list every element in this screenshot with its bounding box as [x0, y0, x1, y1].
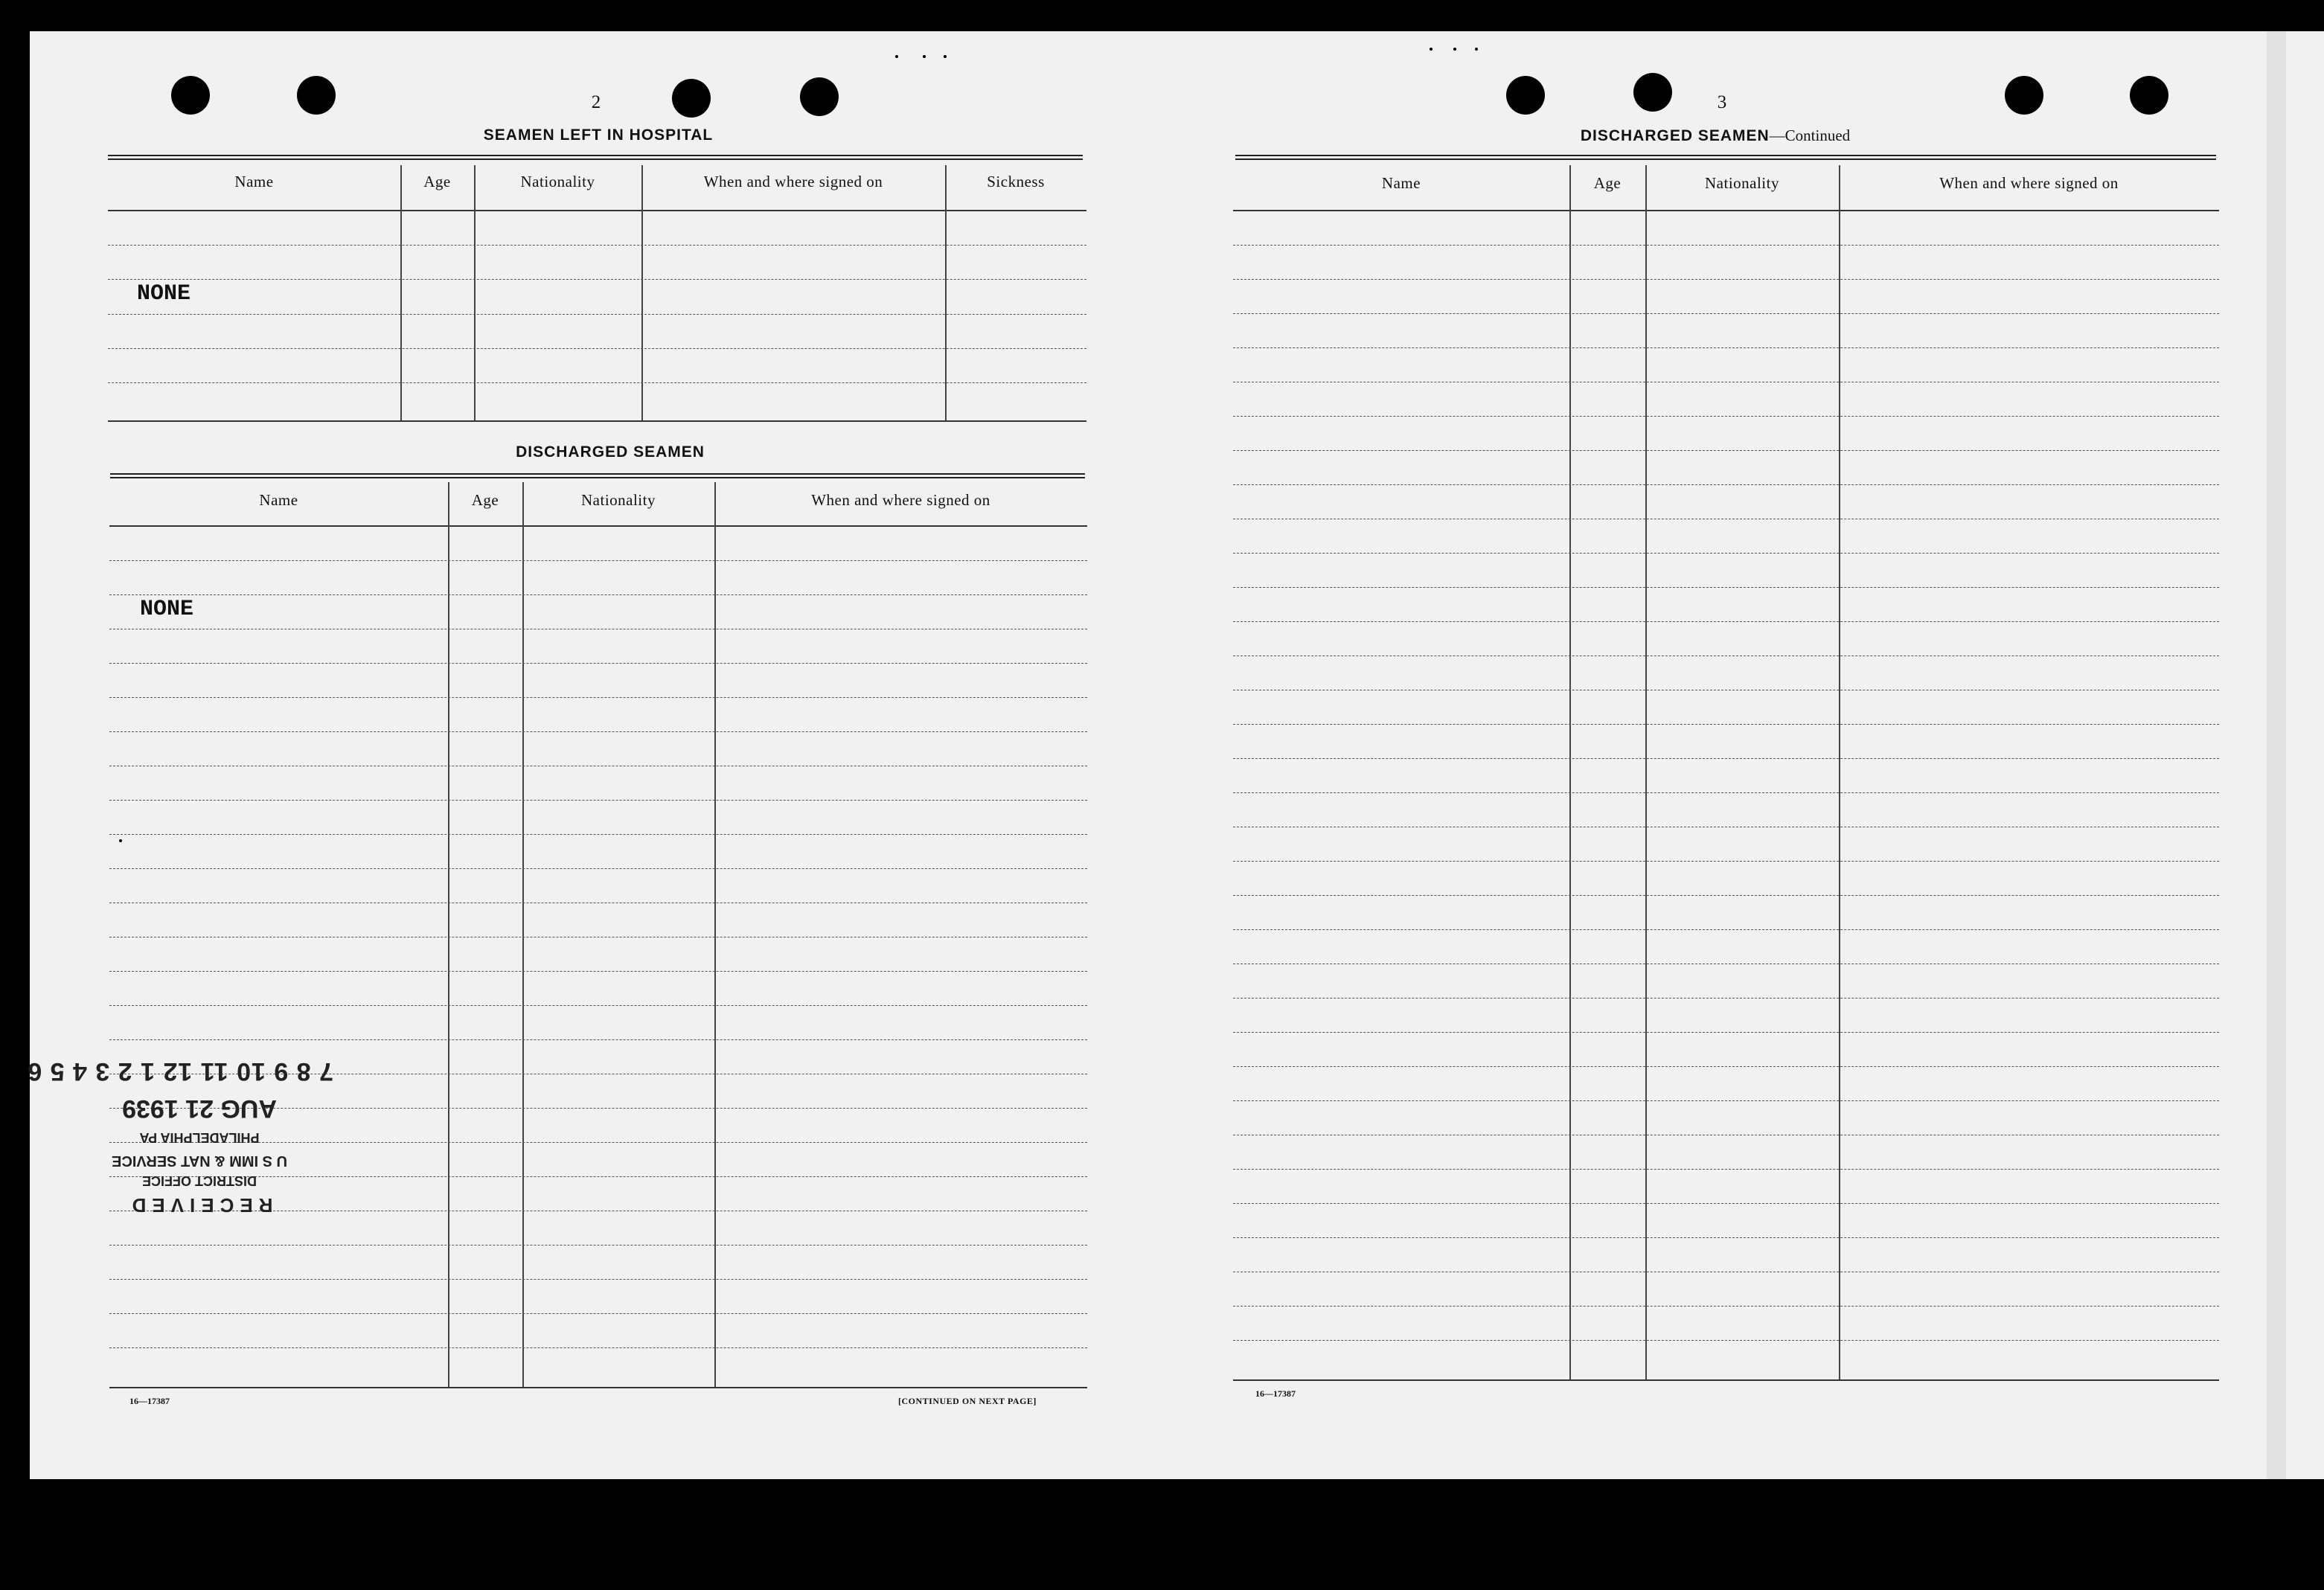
section-title-discharged-continued [1418, 126, 2013, 145]
row-line [109, 868, 1087, 869]
row-line [1233, 1306, 2219, 1307]
punch-hole [171, 76, 210, 115]
column-divider [522, 482, 524, 1387]
row-line [1233, 1066, 2219, 1067]
table-bottom-rule [108, 420, 1086, 422]
stamp-line: RECEIVED [126, 1194, 273, 1216]
sheet-edge [2267, 31, 2286, 1479]
row-line [1233, 655, 2219, 656]
row-line [1233, 450, 2219, 451]
row-line [109, 697, 1087, 698]
row-line [108, 382, 1086, 383]
row-line [109, 731, 1087, 732]
speck [1475, 48, 1478, 51]
row-line [1233, 929, 2219, 930]
title-rule [108, 155, 1083, 160]
punch-hole [800, 77, 839, 116]
row-line [1233, 621, 2219, 622]
form-code: 16—17387 [129, 1396, 170, 1406]
row-line [1233, 279, 2219, 280]
punch-hole [1633, 73, 1672, 112]
stamp-line: PHILADELPHIA PA [139, 1130, 260, 1145]
row-line [1233, 553, 2219, 554]
stamp-line: U S IMM & NAT SERVICE [112, 1153, 287, 1169]
received-stamp [27, 1057, 333, 1243]
speck [923, 55, 926, 58]
row-line [109, 663, 1087, 664]
row-line [1233, 895, 2219, 896]
punch-hole [2005, 76, 2043, 115]
column-header-nationality: Nationality [581, 491, 656, 509]
row-line [1233, 1100, 2219, 1101]
row-line [1233, 1237, 2219, 1238]
section-title-hospital: SEAMEN LEFT IN HOSPITAL [483, 126, 714, 144]
row-line [109, 1279, 1087, 1280]
row-line [109, 560, 1087, 561]
row-line [1233, 861, 2219, 862]
page-number: 2 [591, 92, 601, 112]
row-line [1233, 758, 2219, 759]
title-main: DISCHARGED SEAMEN [1580, 127, 1770, 144]
continued-note: [CONTINUED ON NEXT PAGE] [898, 1396, 1037, 1406]
row-line [1233, 792, 2219, 793]
row-line [1233, 245, 2219, 246]
title-suffix: —Continued [1769, 126, 1851, 144]
stamp-line: AUG 21 1939 [122, 1094, 277, 1123]
column-header-age: Age [1593, 174, 1622, 192]
speck [944, 55, 947, 58]
header-rule [108, 210, 1086, 211]
form-code: 16—17387 [1255, 1388, 1296, 1399]
column-header-age: Age [471, 491, 499, 509]
row-line [1233, 587, 2219, 588]
row-line [1233, 1032, 2219, 1033]
row-line [109, 1005, 1087, 1006]
punch-hole [1506, 76, 1545, 115]
column-divider [714, 482, 716, 1387]
column-header-nationality: Nationality [1705, 174, 1779, 192]
row-line [1233, 347, 2219, 348]
table-bottom-rule [109, 1387, 1087, 1388]
row-line [109, 834, 1087, 835]
row-line [109, 1347, 1087, 1348]
row-line [1233, 1203, 2219, 1204]
row-line [1233, 1169, 2219, 1170]
row-line [109, 800, 1087, 801]
stamp-line: DISTRICT OFFICE [142, 1173, 257, 1188]
column-header-signed-on: When and where signed on [1939, 174, 2119, 192]
discharged-entry: NONE [140, 597, 194, 622]
column-header-age: Age [423, 173, 451, 190]
column-header-nationality: Nationality [520, 173, 595, 190]
speck [1430, 48, 1433, 51]
row-line [108, 245, 1086, 246]
punch-hole [672, 79, 711, 118]
column-header-signed-on: When and where signed on [811, 491, 990, 509]
row-line [109, 594, 1087, 595]
page-number: 3 [1717, 92, 1727, 112]
row-line [1233, 416, 2219, 417]
row-line [109, 1313, 1087, 1314]
row-line [109, 1245, 1087, 1246]
speck [895, 55, 898, 58]
column-header-name: Name [259, 491, 298, 509]
punch-hole [2130, 76, 2168, 115]
header-rule [1233, 210, 2219, 211]
header-rule [109, 525, 1087, 527]
column-header-sickness: Sickness [987, 173, 1045, 190]
row-line [108, 279, 1086, 280]
stamp-line: 7 8 9 10 11 12 1 2 3 4 5 6 [27, 1057, 333, 1086]
row-line [109, 1039, 1087, 1040]
speck [1453, 48, 1456, 51]
column-header-signed-on: When and where signed on [703, 173, 883, 190]
table-bottom-rule [1233, 1379, 2219, 1381]
column-header-name: Name [234, 173, 274, 190]
row-line [109, 971, 1087, 972]
hospital-table [108, 165, 1086, 422]
row-line [1233, 313, 2219, 314]
row-line [1233, 1340, 2219, 1341]
row-line [108, 314, 1086, 315]
column-divider [448, 482, 449, 1387]
title-rule [110, 473, 1085, 478]
discharged-table [109, 482, 1087, 1388]
column-header-name: Name [1381, 174, 1421, 192]
row-line [1233, 484, 2219, 485]
hospital-entry: NONE [137, 281, 191, 307]
title-rule [1235, 155, 2216, 160]
punch-hole [297, 76, 336, 115]
discharged-continued-table [1233, 165, 2219, 1387]
section-title-discharged: DISCHARGED SEAMEN [516, 443, 705, 461]
row-line [1233, 724, 2219, 725]
row-line [108, 348, 1086, 349]
